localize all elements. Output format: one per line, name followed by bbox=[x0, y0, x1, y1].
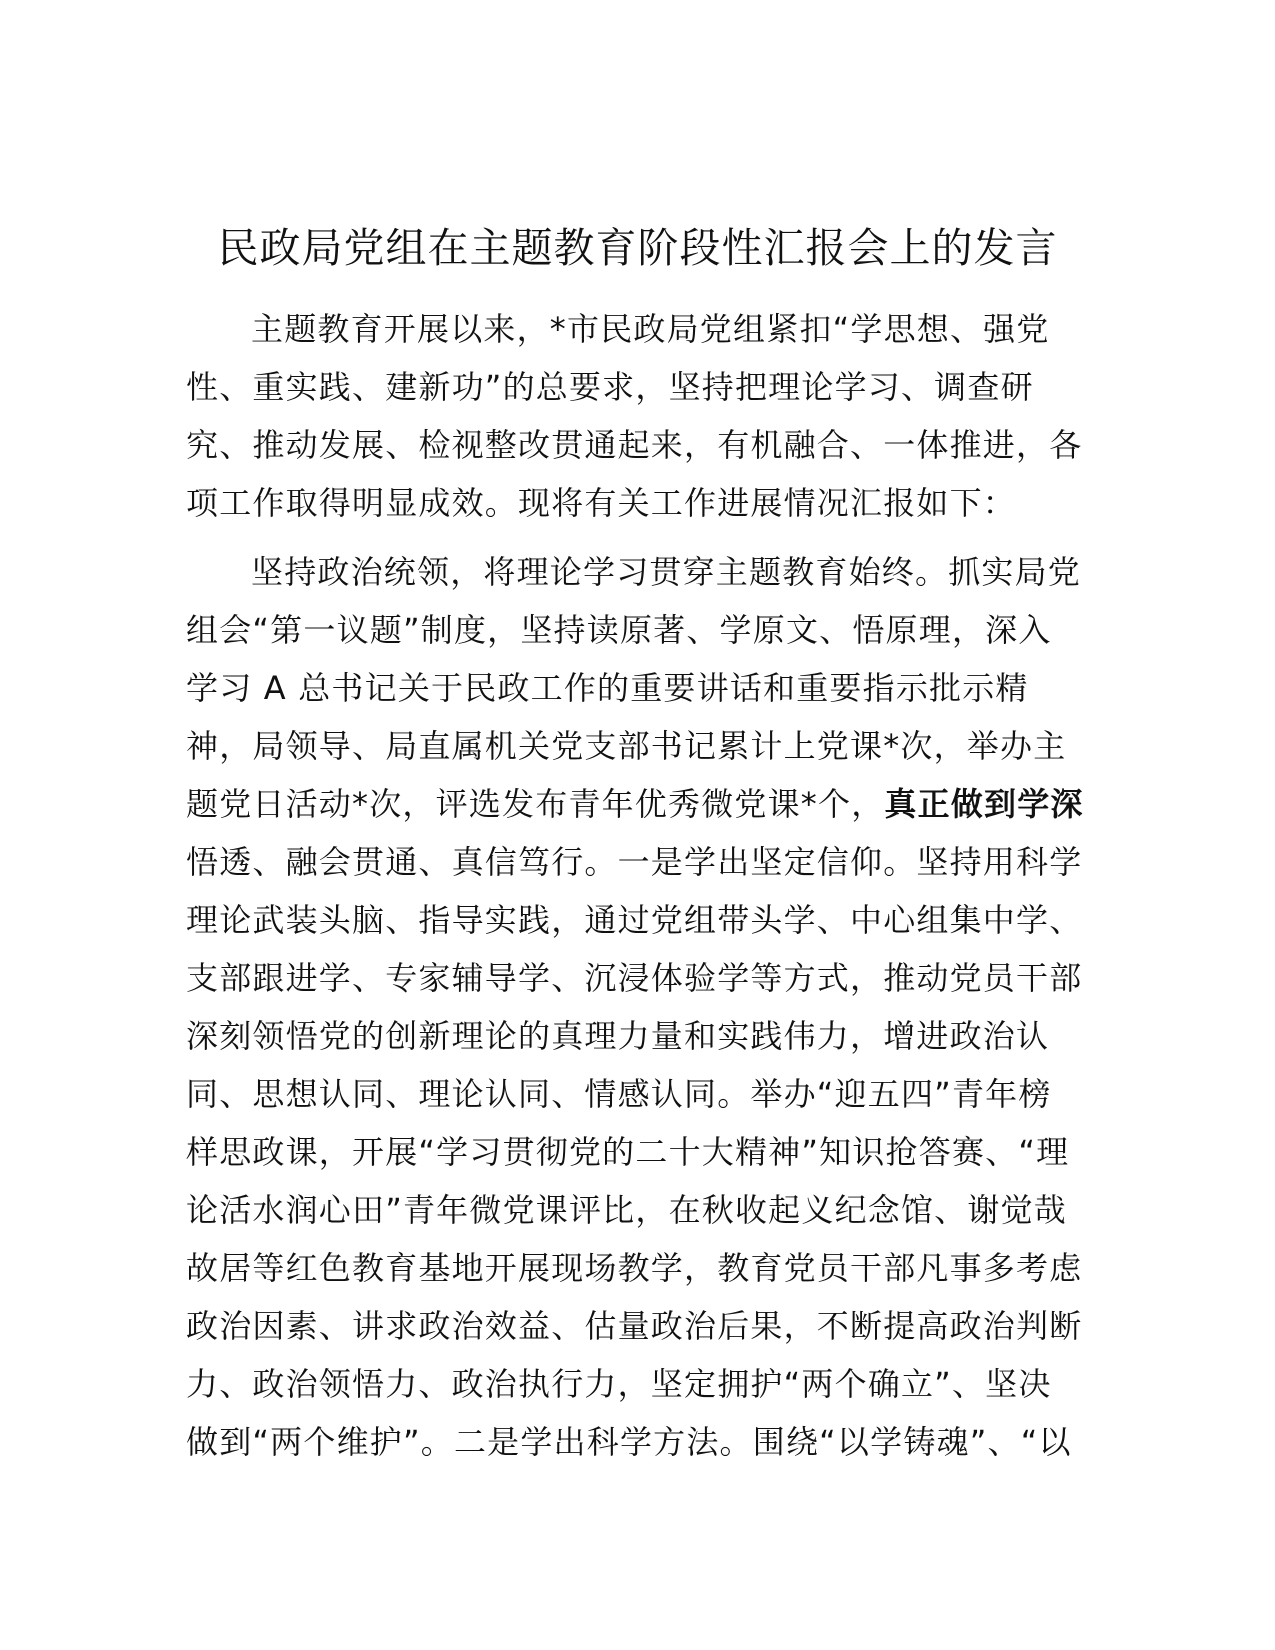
paragraph-line: 样思政课，开展“学习贯彻党的二十大精神”知识抢答赛、“理 bbox=[186, 1133, 1070, 1171]
paragraph-line: 理论武装头脑、指导实践，通过党组带头学、中心组集中学、 bbox=[186, 901, 1083, 939]
normal-text: 题党日活动*次，评选发布青年优秀微党课*个， bbox=[186, 785, 885, 823]
paragraph-line: 深刻领悟党的创新理论的真理力量和实践伟力，增进政治认 bbox=[186, 1017, 1050, 1055]
document-title: 民政局党组在主题教育阶段性汇报会上的发言 bbox=[217, 224, 1058, 272]
paragraph-line: 故居等红色教育基地开展现场教学，教育党员干部凡事多考虑 bbox=[186, 1249, 1083, 1287]
paragraph-line: 论活水润心田”青年微党课评比，在秋收起义纪念馆、谢觉哉 bbox=[186, 1191, 1067, 1229]
paragraph-line: 同、思想认同、理论认同、情感认同。举办“迎五四”青年榜 bbox=[186, 1075, 1052, 1113]
paragraph-line: 悟透、融会贯通、真信笃行。一是学出坚定信仰。坚持用科学 bbox=[186, 843, 1083, 881]
paragraph-line-mixed bbox=[186, 775, 1086, 833]
bold-emphasis-text: 真正做到学深 bbox=[884, 785, 1084, 823]
paragraph-intro bbox=[186, 300, 1086, 532]
paragraph-line: 力、政治领悟力、政治执行力，坚定拥护“两个确立”、坚决 bbox=[186, 1365, 1052, 1403]
paragraph-line: 项工作取得明显成效。现将有关工作进展情况汇报如下： bbox=[186, 484, 1017, 522]
paragraph-line: 究、推动发展、检视整改贯通起来，有机融合、一体推进，各 bbox=[186, 426, 1083, 464]
paragraph-line: 学习 A 总书记关于民政工作的重要讲话和重要指示批示精 bbox=[186, 669, 1029, 707]
paragraph-line: 政治因素、讲求政治效益、估量政治后果，不断提高政治判断 bbox=[186, 1307, 1083, 1345]
paragraph-line: 做到“两个维护”。二是学出科学方法。围绕“以学铸魂”、“以 bbox=[186, 1423, 1072, 1461]
paragraph-line: 主题教育开展以来，*市民政局党组紧扣“学思想、强党 bbox=[251, 310, 1050, 348]
paragraph-line: 坚持政治统领，将理论学习贯穿主题教育始终。抓实局党 bbox=[251, 553, 1082, 591]
paragraph-political-leadership bbox=[186, 543, 1086, 1471]
paragraph-line: 组会“第一议题”制度，坚持读原著、学原文、悟原理，深入 bbox=[186, 611, 1052, 649]
paragraph-line: 神，局领导、局直属机关党支部书记累计上党课*次，举办主 bbox=[186, 727, 1067, 765]
paragraph-line: 支部跟进学、专家辅导学、沉浸体验学等方式，推动党员干部 bbox=[186, 959, 1083, 997]
paragraph-line: 性、重实践、建新功”的总要求，坚持把理论学习、调查研 bbox=[186, 368, 1034, 406]
